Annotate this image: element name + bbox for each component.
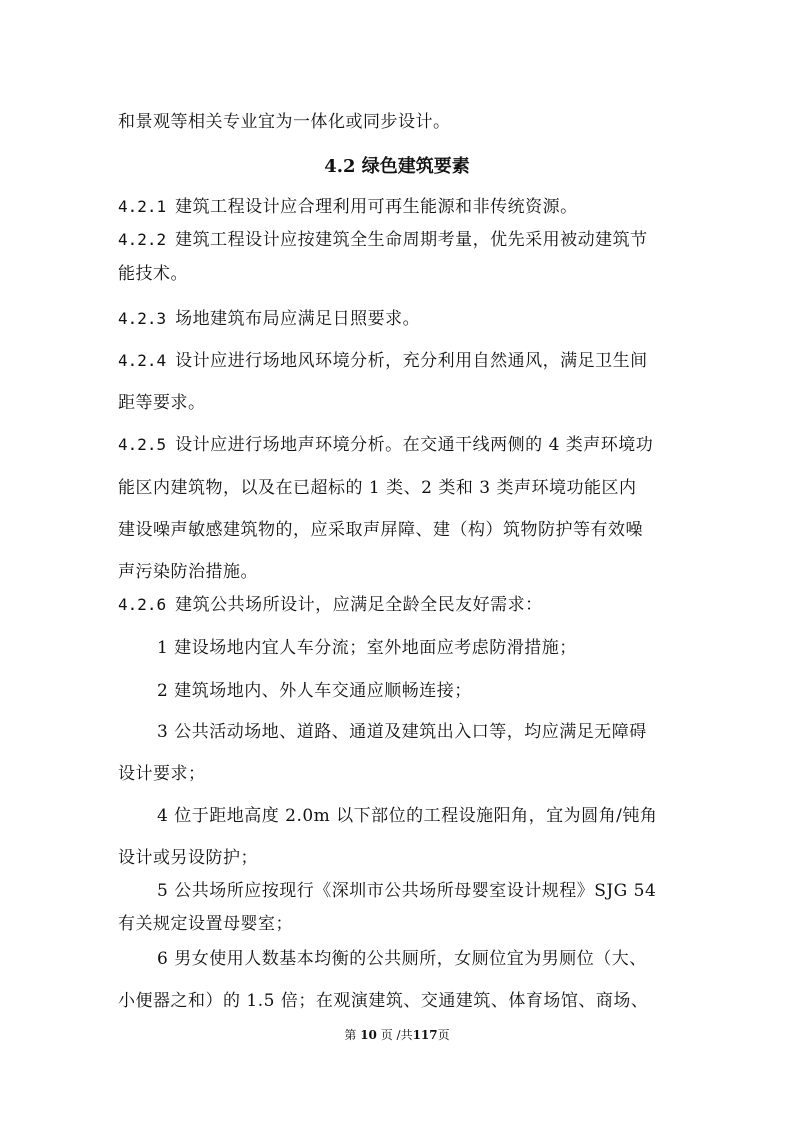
clause-text: 设计应进行场地声环境分析。在交通干线两侧的 4 类声环境功 <box>175 435 654 455</box>
sub-item-5: 5 公共场所应按现行《深圳市公共场所母婴室设计规程》SJG 54 <box>157 881 657 901</box>
sub-item-1: 1 建设场地内宜人车分流；室外地面应考虑防滑措施； <box>157 638 577 658</box>
clause-number: 4.2.4 <box>118 351 167 370</box>
clause-4-2-6 <box>118 590 543 615</box>
clause-number: 4.2.1 <box>118 197 167 216</box>
clause-number: 4.2.5 <box>118 435 167 454</box>
clause-continuation: 声污染防治措施。 <box>118 562 258 582</box>
clause-text: 建筑公共场所设计，应满足全龄全民友好需求： <box>175 595 543 615</box>
clause-text: 设计应进行场地风环境分析，充分利用自然通风，满足卫生间 <box>175 351 648 371</box>
clause-continuation: 能区内建筑物，以及在已超标的 1 类、2 类和 3 类声环境功能区内 <box>118 478 637 498</box>
clause-number: 4.2.6 <box>118 595 167 614</box>
section-heading: 4.2 绿色建筑要素 <box>324 156 470 177</box>
clause-text: 场地建筑布局应满足日照要求。 <box>175 309 421 329</box>
clause-continuation: 建设噪声敏感建筑物的，应采取声屏障、建（构）筑物防护等有效噪 <box>118 520 643 540</box>
footer-suffix: 页 <box>437 1028 450 1042</box>
footer-prefix: 第 <box>344 1028 357 1042</box>
sub-item-continuation: 小便器之和）的 1.5 倍；在观演建筑、交通建筑、体育场馆、商场、 <box>118 991 649 1011</box>
sub-item-6: 6 男女使用人数基本均衡的公共厕所，女厕位宜为男厕位（大、 <box>157 949 647 969</box>
clause-continuation: 距等要求。 <box>118 393 206 413</box>
clause-4-2-5 <box>118 430 653 455</box>
clause-continuation: 能技术。 <box>118 264 188 284</box>
clause-4-2-2 <box>118 225 648 250</box>
clause-4-2-1 <box>118 192 578 217</box>
sub-item-continuation: 设计要求； <box>118 764 206 784</box>
total-page-count: 117 <box>412 1028 438 1042</box>
clause-text: 建筑工程设计应按建筑全生命周期考量，优先采用被动建筑节 <box>175 230 648 250</box>
clause-4-2-4 <box>118 346 648 371</box>
sub-item-3: 3 公共活动场地、道路、通道及建筑出入口等，均应满足无障碍 <box>157 722 647 742</box>
page-footer <box>0 1026 794 1043</box>
sub-item-continuation: 有关规定设置母婴室； <box>118 914 293 934</box>
sub-item-continuation: 设计或另设防护； <box>118 848 258 868</box>
clause-number: 4.2.2 <box>118 230 167 249</box>
current-page-number: 10 <box>360 1028 377 1042</box>
sub-item-4: 4 位于距地高度 2.0m 以下部位的工程设施阳角，宜为圆角/钝角 <box>157 806 658 826</box>
text-line: 和景观等相关专业宜为一体化或同步设计。 <box>118 112 451 132</box>
clause-text: 建筑工程设计应合理利用可再生能源和非传统资源。 <box>175 197 578 217</box>
footer-middle: 页 /共 <box>380 1028 413 1042</box>
clause-number: 4.2.3 <box>118 309 167 328</box>
clause-4-2-3 <box>118 304 420 329</box>
sub-item-2: 2 建筑场地内、外人车交通应顺畅连接； <box>157 681 472 701</box>
